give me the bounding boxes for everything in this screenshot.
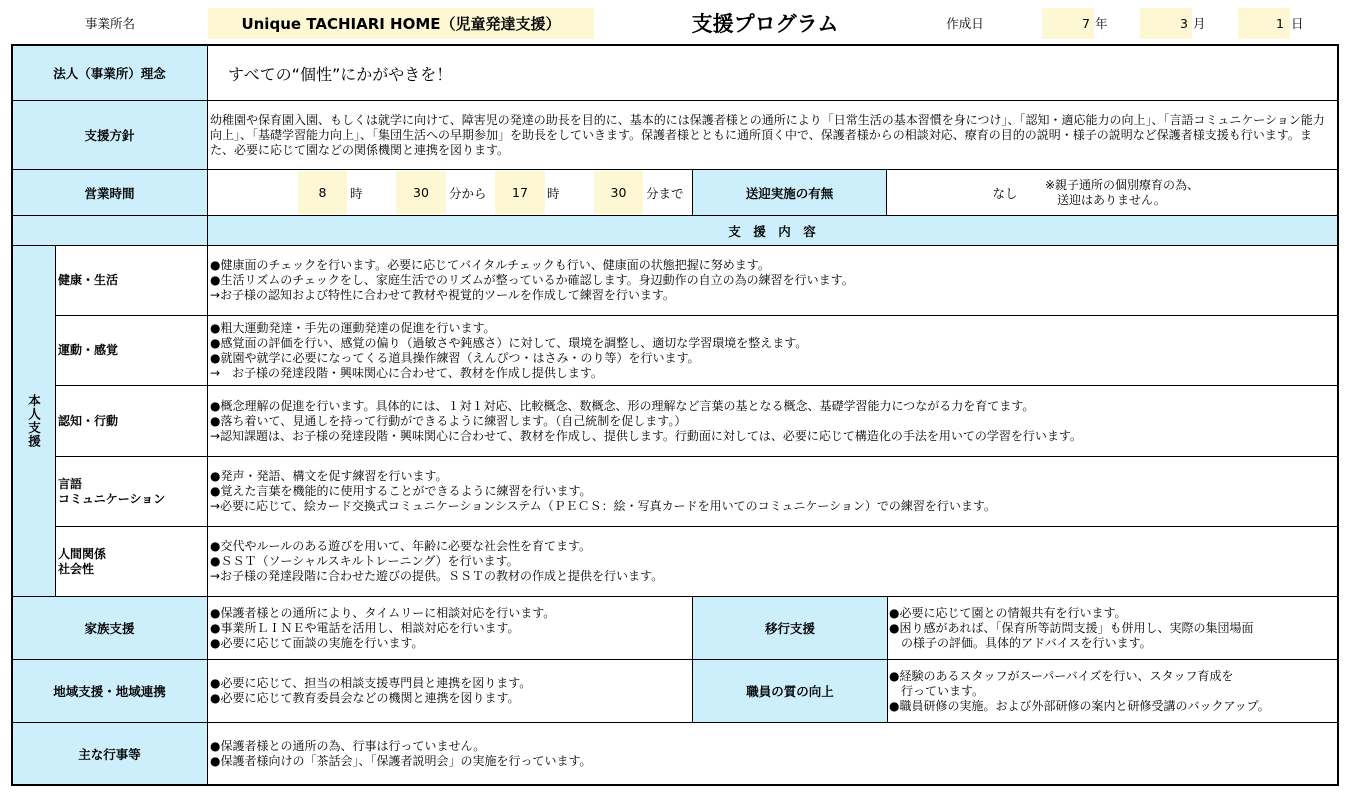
end-hour-unit: 時 (547, 185, 560, 201)
transition-support-text: ●必要に応じて園との情報共有を行います。 ●困り感があれば、「保育所等訪問支援」も併用し、実際の集団場面 の様子の評価。具体的アドバイスを行います。 (889, 605, 1254, 650)
staff-quality-text: ●経験のあるスタッフがスーパーバイズを行い、スタッフ育成を 行っています。 ●職員研修の実施。および外部研修の案内と研修受講のバックアップ。 (889, 668, 1270, 713)
events-label: 主な行事等 (78, 746, 141, 762)
staff-quality-label: 職員の質の向上 (746, 684, 834, 699)
year-unit: 年 (1095, 16, 1108, 31)
philosophy-text: すべての“個性”にかがやきを！ (228, 64, 453, 84)
end-min-value: 30 (610, 185, 627, 200)
start-min-value: 30 (413, 185, 429, 200)
year-value: 7 (1082, 15, 1090, 31)
transition-support-label: 移行支援 (764, 621, 815, 636)
support-content-header: 支 援 内 容 (728, 223, 816, 239)
family-support-label: 家族支援 (84, 621, 135, 636)
transport-value: なし (992, 185, 1018, 201)
language-communication-text: ●発声・発語、構文を促す練習を行います。 ●覚えた言葉を機能的に使用することができるように練習を行います。 →必要に応じて、絵カード交換式コミュニケーションシステム（ＰＥＣＳ：絵・写真カードを用いてのコミュニケーション）での練習を行います。 (210, 469, 996, 513)
to-unit: 分まで (646, 185, 684, 201)
language-communication-label: 言語 コミュニケーション (58, 476, 166, 506)
events-text: ●保護者様との通所の為、行事は行っていません。 ●保護者様向けの「茶話会」、「保護者説明会」の実施を行っています。 (210, 738, 592, 768)
transport-label: 送迎実施の有無 (745, 185, 834, 201)
cognition-behavior-text: ●概念理解の促進を行います。具体的には、１対１対応、比較概念、数概念、形の理解など言葉の基となる概念、基礎学習能力につながる力を育てます。 ●落ち着いて、見通しを持って行動ができるように練習します。（自己統制を促します。） →認知課題は、お子様の発達段階・興味関心に合わせて、教材を作成し、提供します。行動面に対しては、必要に応じて構造化の手法を用いての学習を行います。 (210, 398, 1082, 443)
day-value: 1 (1276, 15, 1284, 31)
cognition-behavior-label: 認知・行動 (58, 413, 119, 428)
social-relations-label: 人間関係 社会性 (58, 546, 107, 576)
office-name-value: Unique TACHIARI HOME（児童発達支援） (208, 8, 594, 39)
motor-sensory-label: 運動・感覚 (58, 343, 119, 357)
start-hour-value: 8 (318, 185, 327, 200)
hours-label: 営業時間 (84, 185, 135, 201)
health-life-text: ●健康面のチェックを行います。必要に応じてバイタルチェックも行い、健康面の状態把握に努めます。 ●生活リズムのチェックをし、家庭生活でのリズムが整っているか確認します。身辺動作の自立の為の練習を行います。 →お子様の認知および特性に合わせて教材や視覚的ツールを作成して練習を行います。 (210, 258, 854, 302)
motor-sensory-text: ●粗大運動発達・手先の運動発達の促進を行います。 ●感覚面の評価を行い、感覚の偏り（過敏さや鈍感さ）に対して、環境を調整し、適切な学習環境を整えます。 ●就園や就学に必要になってくる道具操作練習（えんぴつ・はさみ・のり等）を行います。 → お子様の発達段階・興味関心に合わせて、教材を作成し提供します。 (210, 320, 808, 380)
transport-note: ※親子通所の個別療育の為、 送迎はありません。 (1045, 177, 1200, 207)
policy-text: 幼稚園や保育園入園、もしくは就学に向けて、障害児の発達の助長を目的に、基本的には保護者様との通所により「日常生活の基本習慣を身につけ」、「認知・適応能力の向上」、「言語コミュニケーション能力向上」、「基礎学習能力向上」、「集団生活への早期参加」を助長をしていきます。保護者様とともに通所頂く中で、保護者様からの相談対応、療育の目的の説明・様子の説明など保護者様支援も行います。また、必要に応じて園などの関係機関と連携を図ります。 (210, 112, 1325, 157)
social-relations-text: ●交代やルールのある遊びを用いて、年齢に必要な社会性を育てます。 ●ＳＳＴ（ソーシャルスキルトレーニング）を行います。 →お子様の発達段階に合わせた遊びの提供。ＳＳＴの教材の作成と提供を行います。 (210, 539, 664, 583)
health-life-label: 健康・生活 (58, 273, 119, 287)
personal-support-label-text: 本人支援 (26, 394, 42, 448)
end-hour-value: 17 (512, 185, 528, 200)
family-support-text: ●保護者様との通所により、タイムリーに相談対応を行います。 ●事業所ＬＩＮＥや電話を活用し、相談対応を行います。 ●必要に応じて面談の実施を行います。 (210, 605, 556, 650)
from-unit: 分から (449, 185, 487, 201)
start-hour-unit: 時 (350, 185, 363, 201)
community-support-label: 地域支援・地域連携 (53, 684, 166, 699)
document-title: 支援プログラム (691, 12, 839, 36)
creation-date-label: 作成日 (946, 16, 984, 31)
month-value: 3 (1180, 15, 1188, 31)
personal-support-label (12, 246, 55, 596)
policy-label: 支援方針 (84, 128, 135, 143)
community-support-text: ●必要に応じて、担当の相談支援専門員と連携を図ります。 ●必要に応じて教育委員会などの機関と連携を図ります。 (210, 676, 532, 705)
office-name-label: 事業所名 (84, 16, 135, 31)
day-unit: 日 (1291, 16, 1304, 31)
month-unit: 月 (1193, 16, 1206, 31)
philosophy-label: 法人（事業所）理念 (53, 66, 166, 81)
